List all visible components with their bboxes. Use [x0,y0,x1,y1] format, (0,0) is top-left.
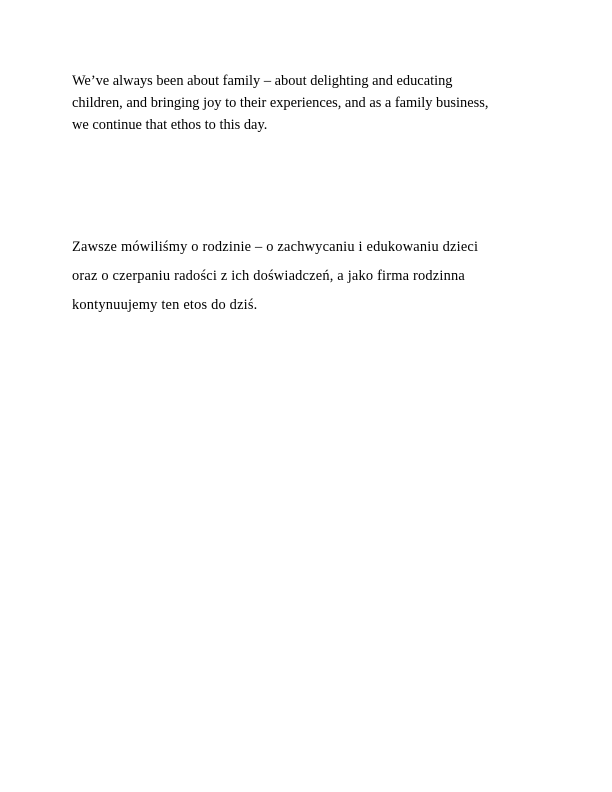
polish-paragraph [72,233,478,320]
paragraph-line: kontynuujemy ten etos do dziś. [72,297,258,313]
paragraph-line: children, and bringing joy to their experiences, and as a family business, [72,95,489,111]
paragraph-line: oraz o czerpaniu radości z ich doświadczeń, a jako firma rodzinna [72,268,465,284]
paragraph-line: Zawsze mówiliśmy o rodzinie – o zachwycaniu i edukowaniu dzieci [72,239,479,255]
english-paragraph [72,70,488,136]
paragraph-line: We’ve always been about family – about delighting and educating [72,73,453,89]
paragraph-line: we continue that ethos to this day. [72,117,268,133]
